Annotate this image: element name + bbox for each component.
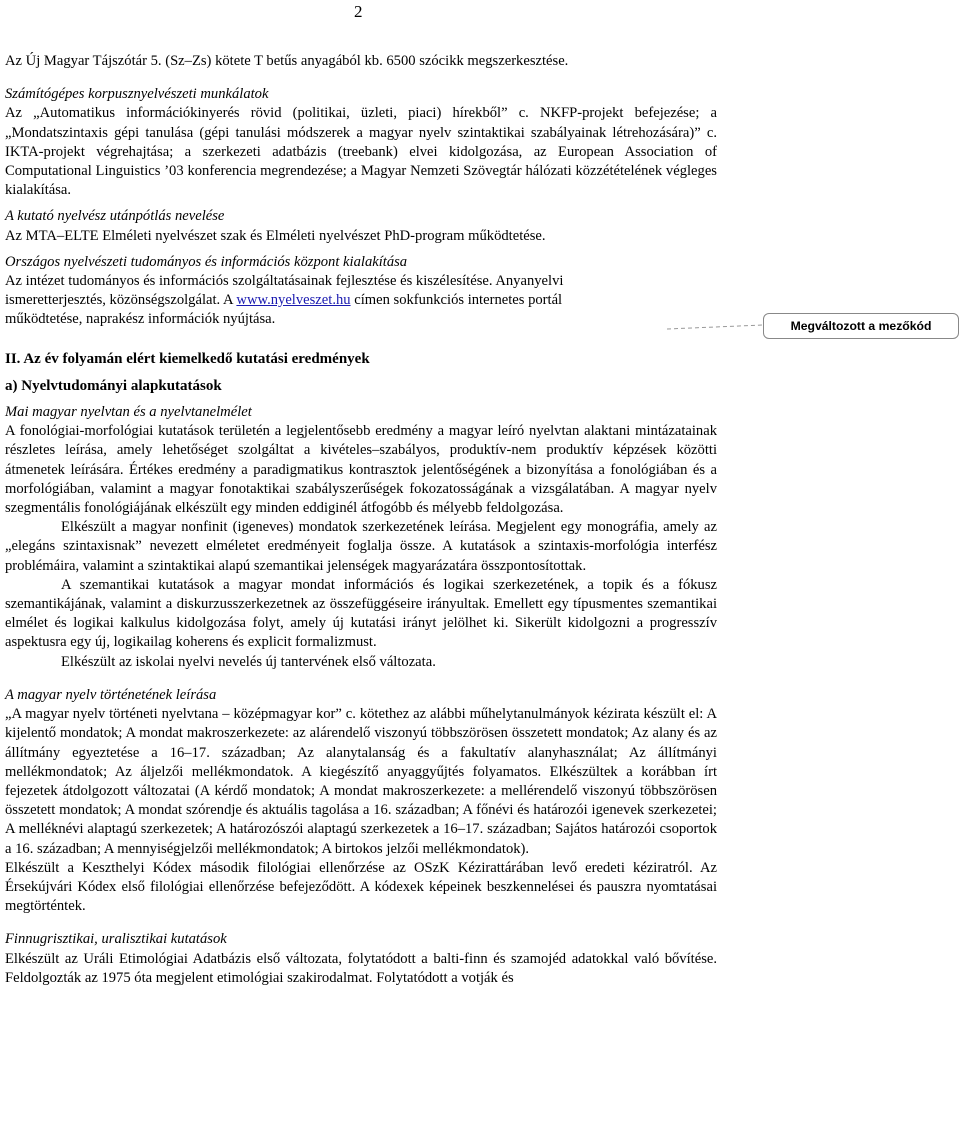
tortenet-paragraph-2: Elkészült a Keszthelyi Kódex második filológiai ellenőrzése az OSzK Kézirattárában levő eredeti kéziratról. Az Érsekújvári Kódex első filológiai ellenőrzése befejeződött. A kódexek képeinek beszkennelései és pauszra nyomtatásai megtörténtek. bbox=[5, 859, 717, 915]
kozpont-title: Országos nyelvészeti tudományos és információs központ kialakítása bbox=[5, 253, 408, 270]
mai-paragraph-3: A szemantikai kutatások a magyar mondat információs és logikai szerkezetének, a topik és a fókusz szemantikájának, valamint a diskurzusszerkezetnek az összefüggéseire irányultak. Emellett egy típusmentes szemantikai elmélet és logikai kalkulus kidolgozása folyt, amely új kutatási irányt jelölhet ki. Sikerült kidolgozni a progresszív aspektusra egy új, logikailag koherens és explicit formalizmust. bbox=[5, 576, 717, 651]
utanpotlas-paragraph: Az MTA–ELTE Elméleti nyelvészet szak és Elméleti nyelvészet PhD-program működtetése. bbox=[5, 227, 546, 244]
mai-paragraph-2: Elkészült a magyar nonfinit (igeneves) mondatok szerkezetének leírása. Megjelent egy monográfia, amely az „elegáns szintaxisnak” nevezett elméletet eredményeit foglalja össze. A kutatások a szintaxis-morfológia interfész problémáira, valamint a szintaktikai alapú szemantikai jelenségek magyarázatára összpontosítottak. bbox=[5, 519, 717, 574]
heading-subsection-a: a) Nyelvtudományi alapkutatások bbox=[5, 377, 222, 394]
nyelveszet-link[interactable]: www.nyelveszet.hu bbox=[236, 292, 351, 309]
tortenet-paragraph-1: „A magyar nyelv történeti nyelvtana – középmagyar kor” c. kötethez az alábbi műhelytanulmányok kézirata készült el: A kijelentő mondatok; A mondat makroszerkezete: az alárendelő viszonyú többszörösen összetett mondatok; Az alany és az állítmány egyeztetése a 16–17. században; Az alanytalanság és a fakultatív alanyhasználat; Az állítmányi mellékmondatok; Az áljelzői mellékmondatok. A kiegészítő anyaggyűjtés folyamatos. Elkészültek a korábban írt fejezetek átdolgozott változatai (A kérdő mondatok; A mondat makroszerkezete: a mellérendelő viszonyú többszörösen összetett mondatok; A mondat szórendje és aktuális tagolása a 16. században; A főnévi és határozói igenevek szerkezetei; A melléknévi alaptagú szerkezetek; A határozószói alaptagú szerkezetek a 16–17. században; Sajátos határozói csoportok a 16. században; A mennyiségjelzői mellékmondatok; A birtokos jelzői mellékmondatok). bbox=[5, 706, 717, 857]
heading-section-II: II. Az év folyamán elért kiemelkedő kutatási eredmények bbox=[5, 350, 370, 367]
finn-paragraph-1: Elkészült az Uráli Etimológiai Adatbázis első változata, folytatódott a balti-finn és szamojéd adatokkal való bővítése. Feldolgozták az 1975 óta megjelent etimológiai szakirodalmat. Folytatódott a votják és bbox=[5, 950, 717, 986]
mai-paragraph-4: Elkészült az iskolai nyelvi nevelés új tantervének első változata. bbox=[61, 653, 436, 670]
korpusz-paragraph: Az „Automatikus információkinyerés rövid (politikai, üzleti, piaci) hírekből” c. NKFP-projekt befejezése; a „Mondatszintaxis gépi tanulása (gépi tanulási módszerek a magyar nyelv szintaktikai szabályainak létrehozására)” c. IKTA-projekt végrehajtása; a szerkezeti adatbázis (treebank) elvei kidolgozása, az European Association of Computational Linguistics ’03 konferencia megrendezése; a Magyar Nemzeti Szövegtár hálózati közzétételének végleges kialakítása. bbox=[5, 105, 717, 199]
korpusz-title: Számítógépes korpusznyelvészeti munkálatok bbox=[5, 86, 269, 103]
kozpont-line-2 bbox=[5, 291, 717, 310]
comment-label: Megváltozott a mezőkód bbox=[790, 319, 932, 333]
comment-balloon[interactable] bbox=[763, 313, 959, 339]
page-number: 2 bbox=[354, 2, 363, 21]
kozpont-line-2-pre: ismeretterjesztés, közönségszolgálat. A bbox=[5, 292, 237, 309]
tortenet-title: A magyar nyelv történetének leírása bbox=[5, 686, 217, 703]
utanpotlas-title: A kutató nyelvész utánpótlás nevelése bbox=[5, 208, 225, 225]
kozpont-line-2-post: címen sokfunkciós internetes portál bbox=[350, 292, 563, 309]
kozpont-line-3: működtetése, naprakész információk nyújtása. bbox=[5, 311, 276, 328]
mai-paragraph-1: A fonológiai-morfológiai kutatások területén a legjelentősebb eredmény a magyar leíró nyelvtan alaktani mintázatainak részletes leírása, amely lehetőséget szolgáltat a kivételes–szabályos, produktív-nem produktív képzések közötti átmenetek leírására. Értékes eredmény a paradigmatikus kontrasztok jelentőségének a bizonyítása a fonológiában és a morfológiában, valamint a magyar fonotaktikai szabályszerűségek fokozatosságának a vizsgálatában. A magyar nyelv szegmentális fonológiájának elkészült egy minden eddiginél átfogóbb és mélyebb feldolgozása. bbox=[5, 423, 717, 517]
document-body bbox=[5, 52, 717, 988]
intro-paragraph: Az Új Magyar Tájszótár 5. (Sz–Zs) kötete T betűs anyagából kb. 6500 szócikk megszerkesztése. bbox=[5, 53, 569, 69]
mai-title: Mai magyar nyelvtan és a nyelvtanelmélet bbox=[5, 404, 252, 421]
kozpont-line-1: Az intézet tudományos és információs szolgáltatásainak fejlesztése és kiszélesítése. Anyanyelvi bbox=[5, 273, 564, 290]
finn-title: Finnugrisztikai, uralisztikai kutatások bbox=[5, 931, 227, 948]
